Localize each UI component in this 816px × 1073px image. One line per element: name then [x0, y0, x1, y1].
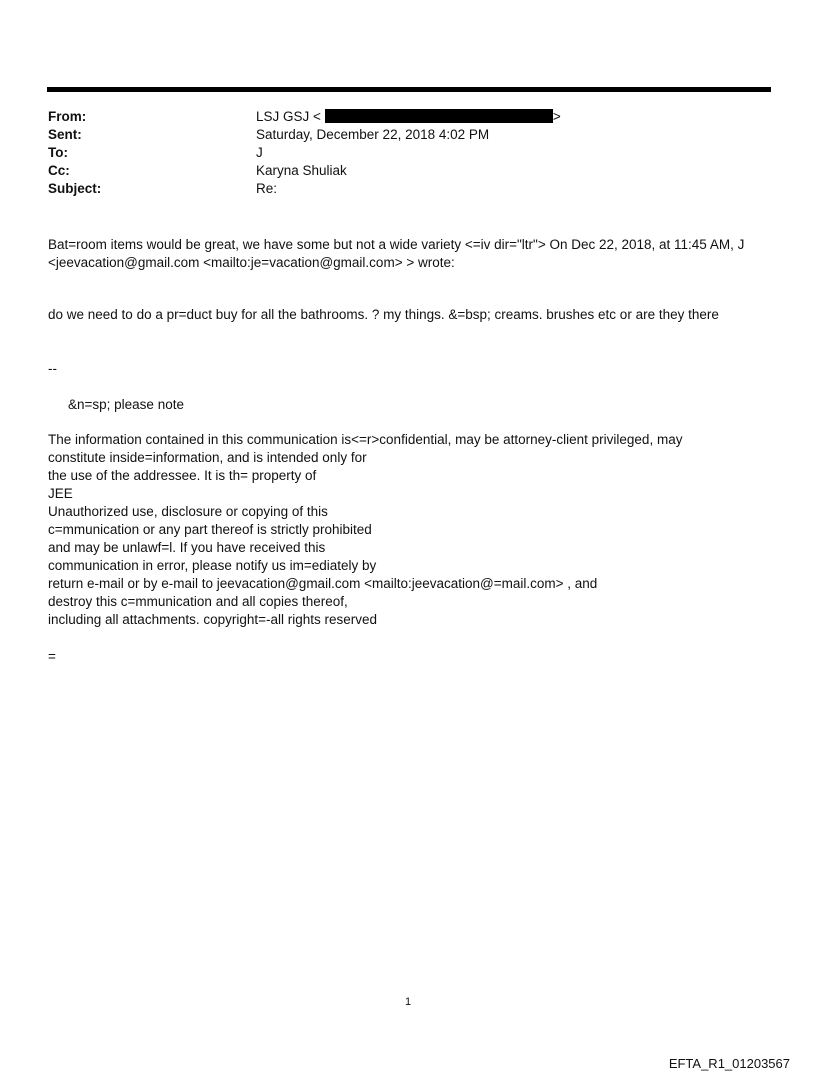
disclaimer-line: return e-mail or by e-mail to jeevacation@gmail.com <mailto:jeevacation@=mail.com> , and: [48, 576, 598, 591]
from-name: LSJ GSJ <: [256, 109, 321, 124]
sent-row: [48, 126, 561, 144]
page-number: 1: [404, 996, 412, 1008]
cc-value: Karyna Shuliak: [256, 163, 347, 178]
body-paragraph-2: do we need to do a pr=duct buy for all the bathrooms. ? my things. &=bsp; creams. brushes etc or are they there: [48, 307, 719, 322]
disclaimer-line: destroy this c=mmunication and all copies thereof,: [48, 594, 348, 609]
from-label: From:: [48, 109, 87, 124]
to-value: J: [256, 145, 263, 160]
from-row: [48, 108, 561, 126]
please-note: &n=sp; please note: [68, 397, 184, 412]
to-label: To:: [48, 145, 68, 160]
from-value: [256, 108, 561, 126]
disclaimer-line: communication in error, please notify us im=ediately by: [48, 558, 377, 573]
disclaimer-line: c=mmunication or any part thereof is strictly prohibited: [48, 522, 372, 537]
signature-separator: --: [48, 361, 57, 376]
subject-label: Subject:: [48, 181, 102, 196]
bates-number: EFTA_R1_01203567: [668, 1056, 790, 1071]
body-line: Bat=room items would be great, we have some but not a wide variety <=iv dir="ltr"> On Dec 22, 2018, at 11:45 AM, J: [48, 237, 745, 252]
redaction-bar: [325, 109, 553, 123]
disclaimer-line: JEE: [48, 486, 73, 501]
header-rule: [47, 87, 771, 92]
body-paragraph-1: [48, 236, 778, 272]
disclaimer-line: and may be unlawf=l. If you have received this: [48, 540, 326, 555]
disclaimer-line: constitute inside=information, and is intended only for: [48, 450, 367, 465]
email-header: [48, 108, 561, 198]
from-tail: >: [552, 109, 561, 124]
disclaimer-line: the use of the addressee. It is th= property of: [48, 468, 317, 483]
to-row: [48, 144, 561, 162]
subject-value: Re:: [256, 181, 278, 196]
sent-value: Saturday, December 22, 2018 4:02 PM: [256, 127, 490, 142]
cc-label: Cc:: [48, 163, 70, 178]
sent-label: Sent:: [48, 127, 82, 142]
trailing-equals: =: [48, 649, 56, 664]
disclaimer: [48, 431, 778, 629]
disclaimer-line: including all attachments. copyright=-all rights reserved: [48, 612, 378, 627]
cc-row: [48, 162, 561, 180]
disclaimer-line: The information contained in this communication is<=r>confidential, may be attorney-client privileged, may: [48, 432, 683, 447]
body-line: <jeevacation@gmail.com <mailto:je=vacation@gmail.com> > wrote:: [48, 255, 455, 270]
subject-row: [48, 180, 561, 198]
disclaimer-line: Unauthorized use, disclosure or copying of this: [48, 504, 328, 519]
